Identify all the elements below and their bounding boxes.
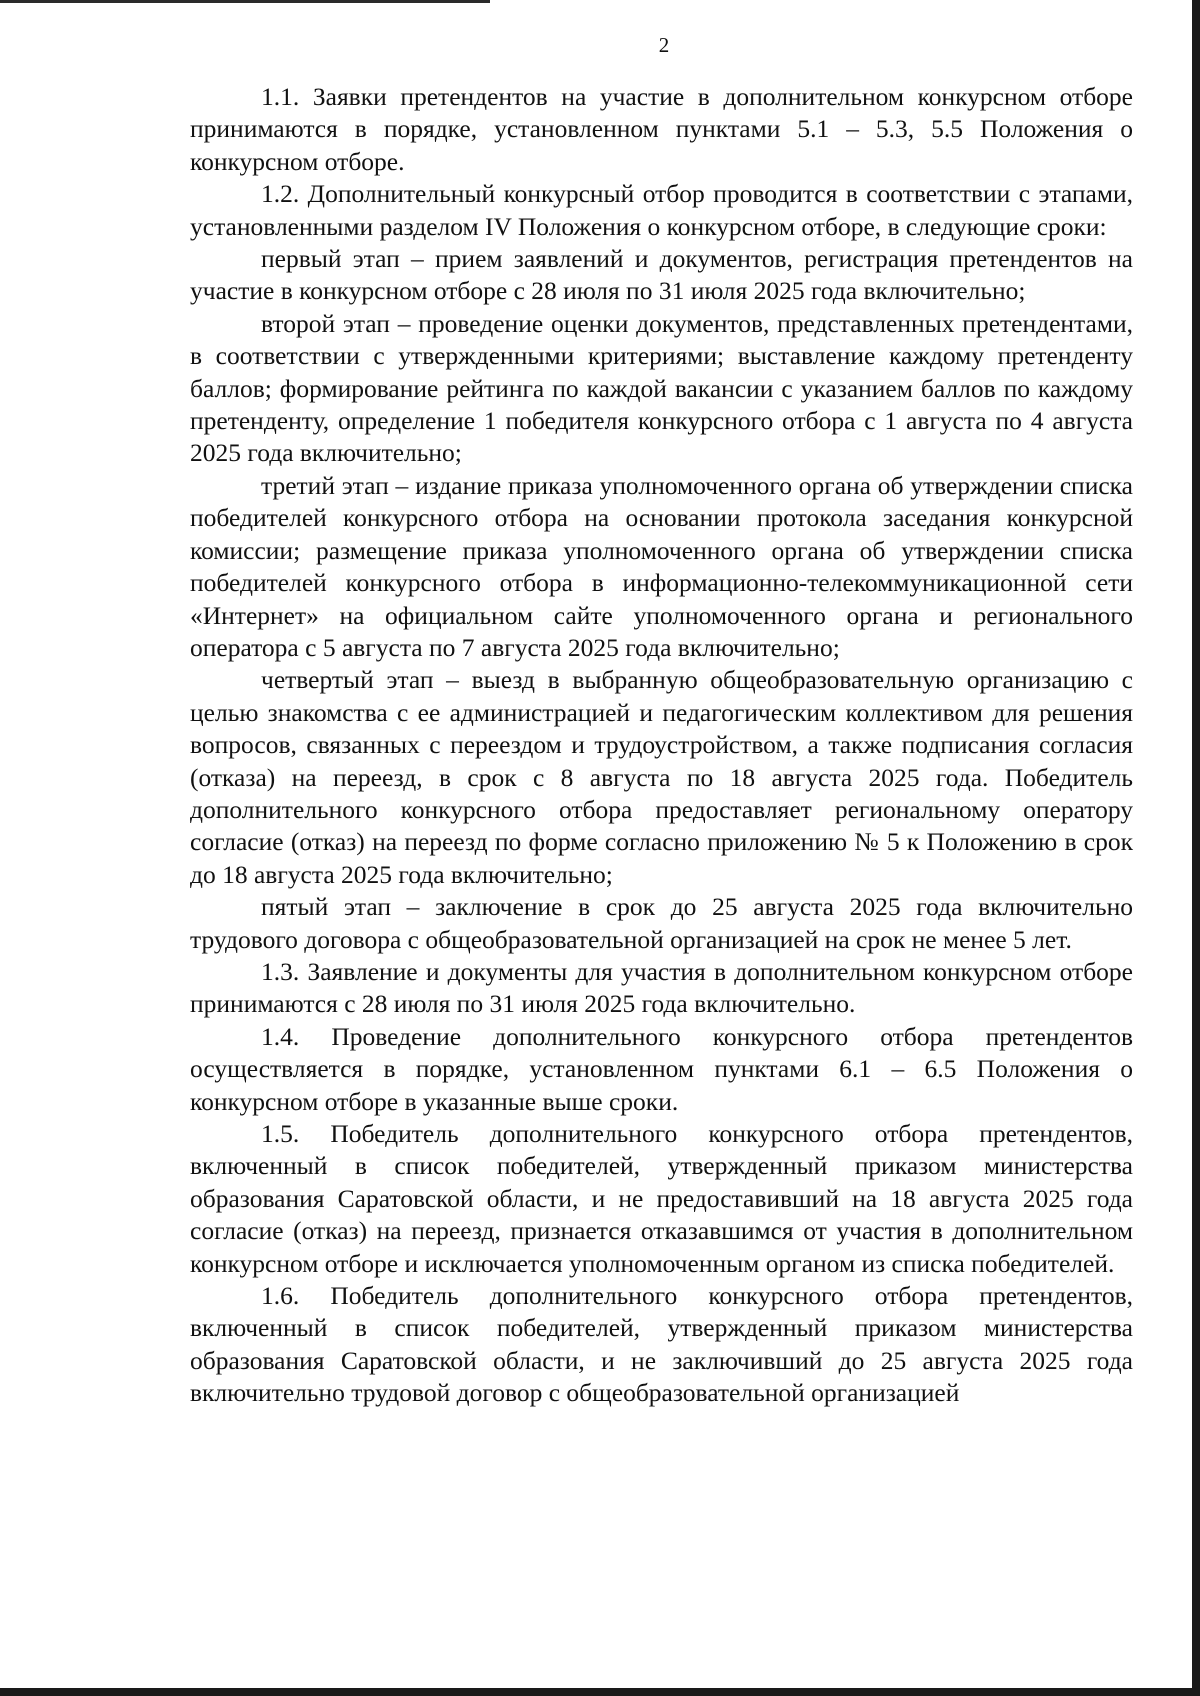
scan-bottom-edge — [0, 1688, 1200, 1696]
scan-right-edge — [1192, 0, 1200, 1696]
stage-fifth: пятый этап – заключение в срок до 25 августа 2025 года включительно трудового договора с общеобразовательной организацией на срок не менее 5 лет. — [190, 892, 1133, 954]
paragraph-1-1: 1.1. Заявки претендентов на участие в дополнительном конкурсном отборе принимаются в порядке, установленном пунктами 5.1 – 5.3, 5.5 Положения о конкурсном отборе. — [190, 82, 1133, 176]
document-body — [190, 81, 1133, 1410]
scan-top-edge — [0, 0, 490, 3]
stage-third: третий этап – издание приказа уполномоченного органа об утверждении списка победителей конкурсного отбора на основании протокола заседания конкурсной комиссии; размещение приказа уполномоченного органа об утверждении списка победителей конкурсного отбора в информационно-телекоммуникационной сети «Интернет» на официальном сайте уполномоченного органа и регионального оператора с 5 августа по 7 августа 2025 года включительно; — [190, 470, 1133, 662]
paragraph-1-6: 1.6. Победитель дополнительного конкурсного отбора претендентов, включенный в список победителей, утвержденный приказом министерства образования Саратовской области, и не заключивший до 25 августа 2025 года включительно трудовой договор с общеобразовательной организацией — [190, 1281, 1133, 1408]
paragraph-1-3: 1.3. Заявление и документы для участия в дополнительном конкурсном отборе принимаются с 28 июля по 31 июля 2025 года включительно. — [190, 956, 1133, 1019]
paragraph-1-2: 1.2. Дополнительный конкурсный отбор проводится в соответствии с этапами, установленными разделом IV Положения о конкурсном отборе, в следующие сроки: — [190, 179, 1133, 241]
paragraph-1-5: 1.5. Победитель дополнительного конкурсного отбора претендентов, включенный в список победителей, утвержденный приказом министерства образования Саратовской области, и не предоставивший на 18 августа 2025 года согласие (отказ) на переезд, признается отказавшимся от участия в дополнительном конкурсном отборе и исключается уполномоченным органом из списка победителей. — [190, 1119, 1133, 1278]
stage-first: первый этап – прием заявлений и документов, регистрация претендентов на участие в конкурсном отборе с 28 июля по 31 июля 2025 года включительно; — [190, 244, 1133, 306]
page-number: 2 — [658, 33, 670, 57]
stage-second: второй этап – проведение оценки документов, представленных претендентами, в соответствии с утвержденными критериями; выставление каждому претенденту баллов; формирование рейтинга по каждой вакансии с указанием баллов по каждому претенденту, определение 1 победителя конкурсного отбора с 1 августа по 4 августа 2025 года включительно; — [190, 308, 1133, 468]
paragraph-1-4: 1.4. Проведение дополнительного конкурсного отбора претендентов осуществляется в порядке, установленном пунктами 6.1 – 6.5 Положения о конкурсном отборе в указанные выше сроки. — [190, 1021, 1133, 1116]
stage-fourth: четвертый этап – выезд в выбранную общеобразовательную организацию с целью знакомства с ее администрацией и педагогическим коллективом для решения вопросов, связанных с переездом и трудоустройством, а также подписания согласия (отказа) на переезд, в срок с 8 августа по 18 августа 2025 года. Победитель дополнительного конкурсного отбора предоставляет региональному оператору согласие (отказ) на переезд по форме согласно приложению № 5 к Положению в срок до 18 августа 2025 года включительно; — [190, 665, 1133, 889]
